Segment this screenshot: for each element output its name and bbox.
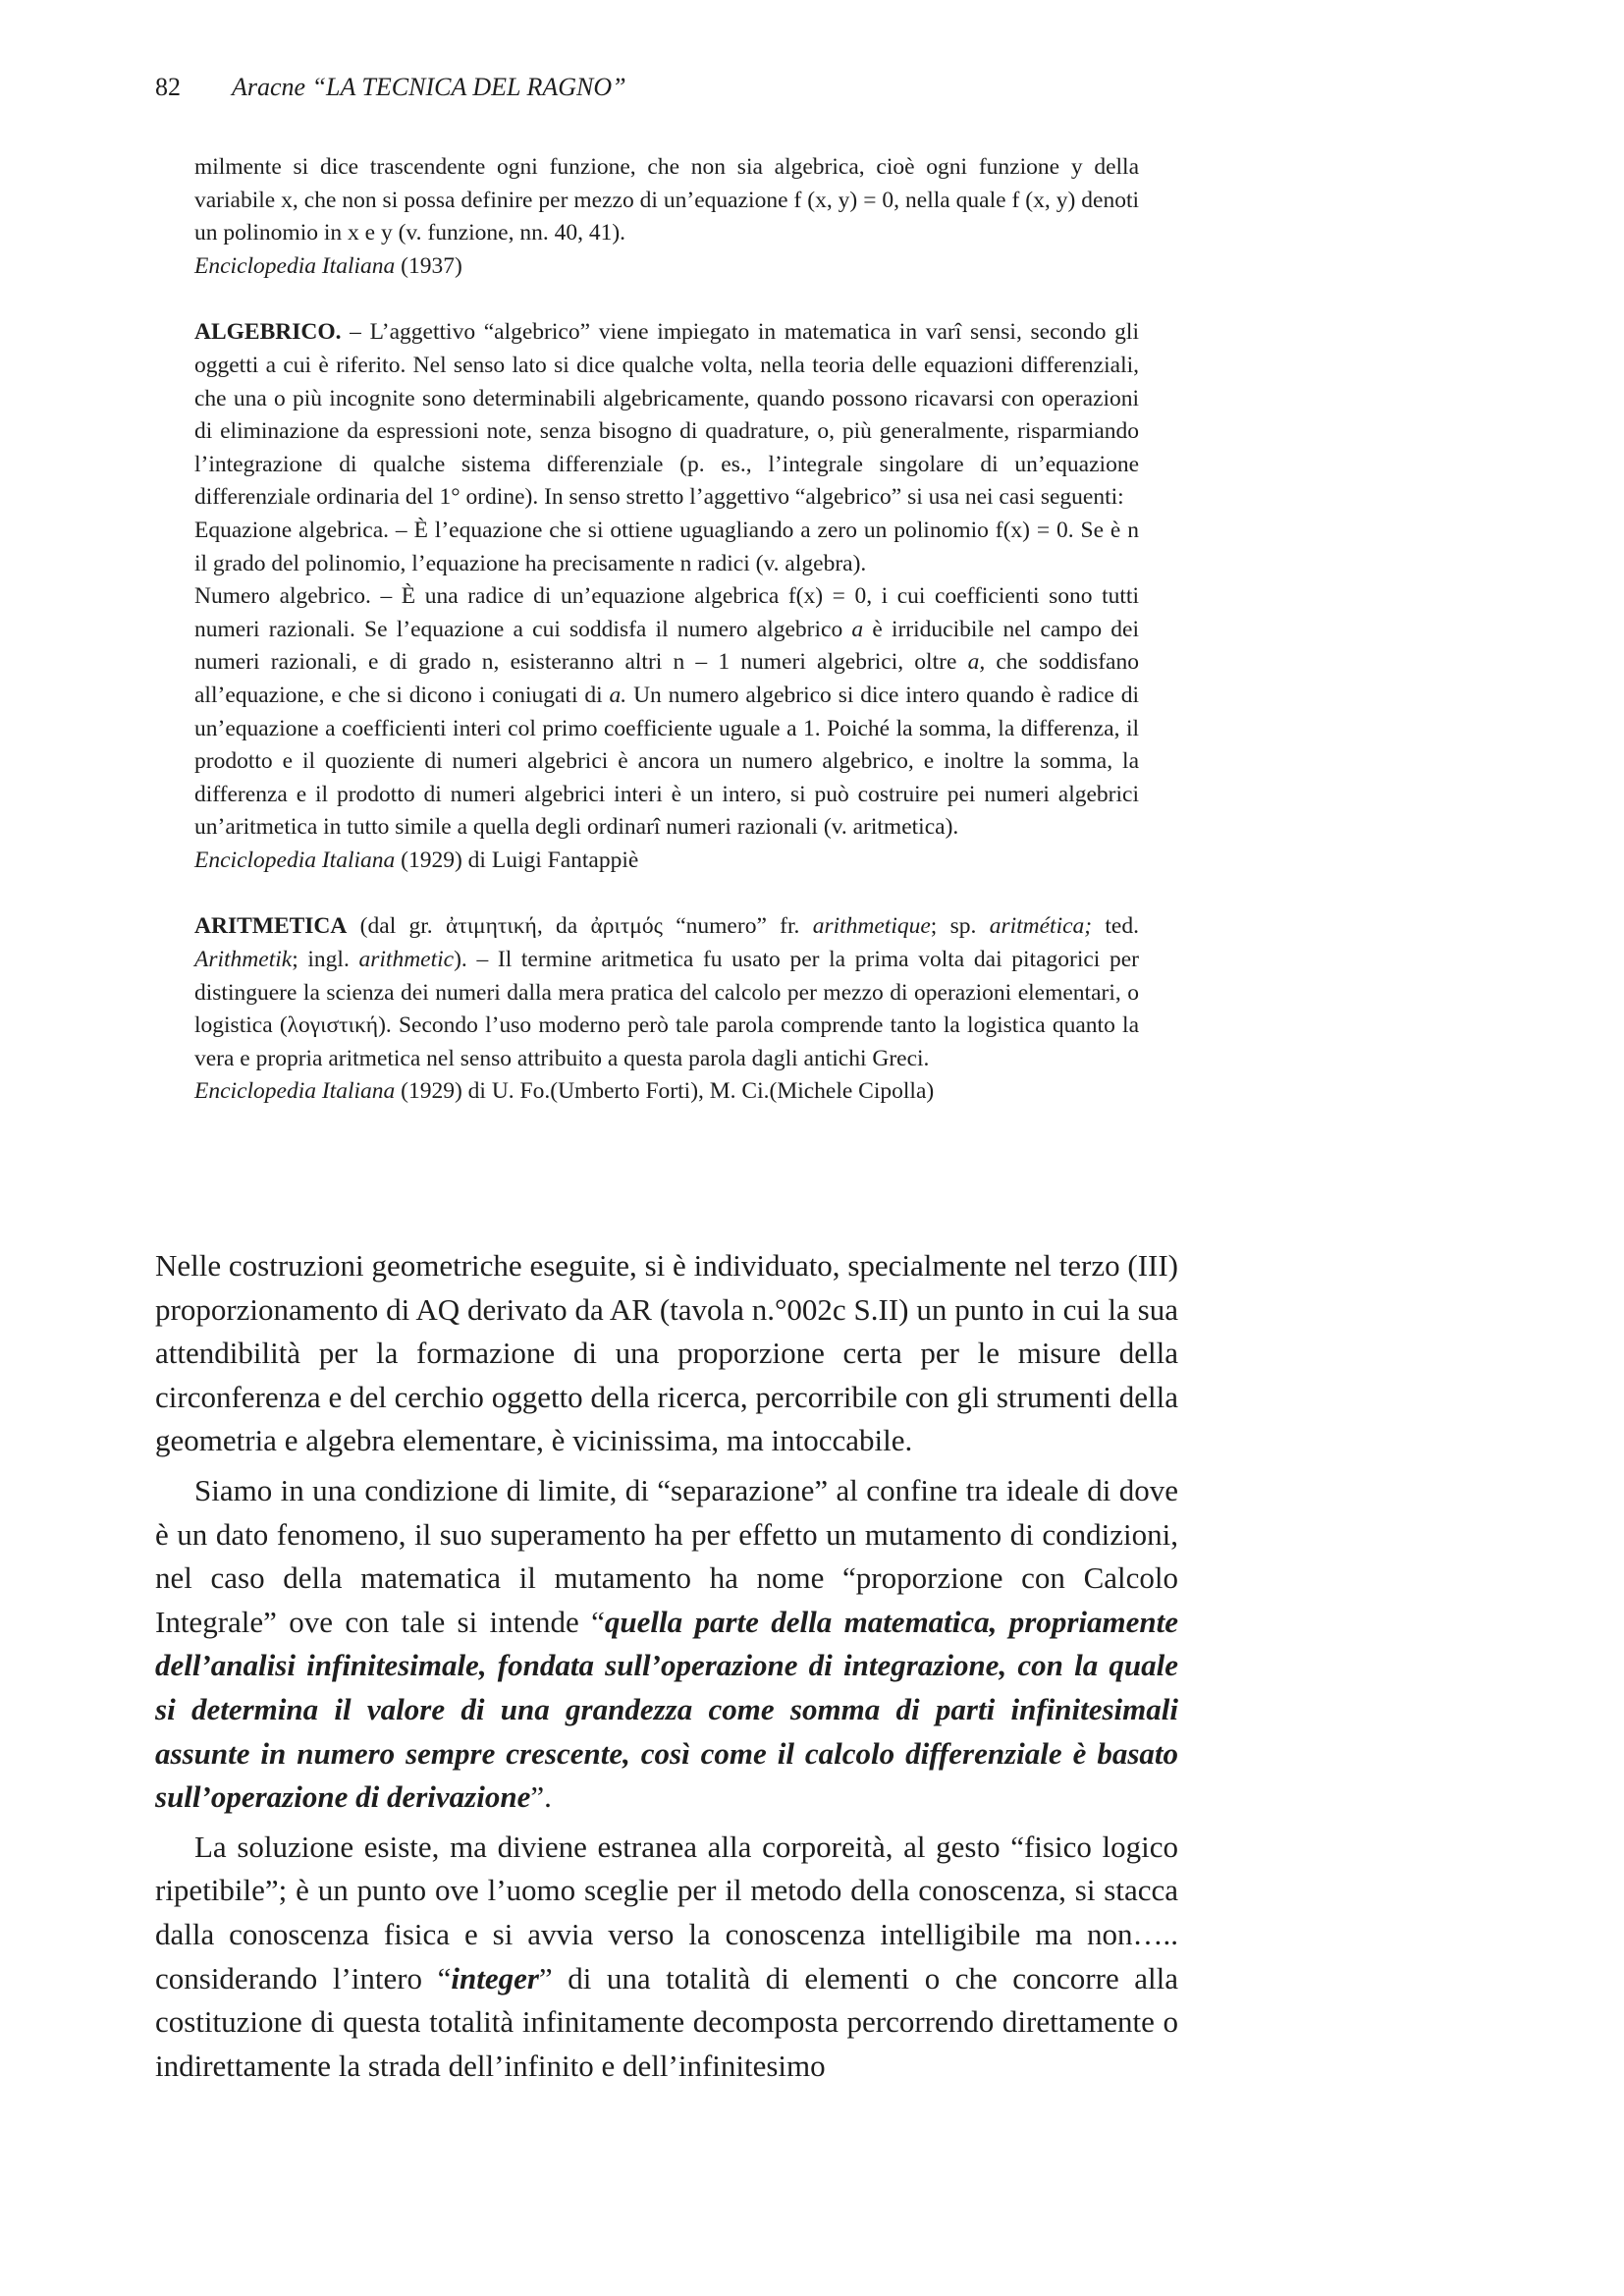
var-a: a. xyxy=(609,682,627,708)
running-title: Aracne “LA TECNICA DEL RAGNO” xyxy=(232,73,626,101)
algebrico-numero-text-3: che soddisfano all’equazione, e che si dicono i coniugati di xyxy=(194,649,1139,708)
body-paragraph-2-text: Siamo in una condizione di limite, di “separazione” al confine tra ideale di dove è un dato fenomeno, il suo superamento ha per effetto un mutamento di condizioni, nel caso della matematica il mutamento ha nome “proporzione con Calcolo Integrale” ove con tale si intende “ xyxy=(155,1472,1178,1639)
entry-aritmetica xyxy=(194,910,1139,1109)
body-paragraph-1: Nelle costruzioni geometriche eseguite, si è individuato, specialmente nel terzo (III) proporzionamento di AQ derivato da AR (tavola n.°002c S.II) un punto in cui la sua attendibilità per la formazione di una proporzione certa per le misure della circonferenza e del cerchio oggetto della ricerca, percorribile con gli strumenti della geometria e algebra elementare, è vicinissima, ma intoccabile. xyxy=(155,1248,1178,1458)
aritmetica-text-5: ). – Il termine aritmetica fu usato per la prima volta dai pitagorici per distinguere la scienza dei numeri dalla mera pratica del calcolo per mezzo di operazioni elementari, o logistica (λογιστική). Secondo l’uso moderno però tale parola comprende tanto la logistica quanto la vera e propria aritmetica nel senso attribuito a questa parola dagli antichi Greci. xyxy=(194,947,1139,1071)
algebrico-definition xyxy=(194,316,1139,515)
aritmetica-text-3: ted. xyxy=(1092,913,1139,940)
main-body-text xyxy=(155,1244,1178,2088)
entry-term-aritmetica: ARITMETICA xyxy=(194,913,348,940)
algebrico-source xyxy=(194,845,1139,878)
body-paragraph-3-text-2: ” di una totalità di elementi o che concorre alla costituzione di questa totalità infinitamente decomposta percorrendo direttamente o indirettamente la strada dell’infinito e dell’infinitesimo xyxy=(155,1960,1178,2083)
lang-ted-term: Arithmetik xyxy=(194,947,293,973)
body-paragraph-2-end: ”. xyxy=(530,1779,552,1815)
algebrico-numero-text-4: Un numero algebrico si dice intero quando è radice di un’equazione a coefficienti interi col primo coefficiente uguale a 1. Poiché la somma, la differenza, il prodotto e il quoziente di numeri algebrici è ancora un numero algebrico, e inoltre la somma, la differenza e il prodotto di numeri algebrici interi è un intero, si può costruire pei numeri algebrici un’aritmetica in tutto simile a quella degli ordinarî numeri razionali (v. aritmetica). xyxy=(194,682,1139,841)
var-a: a xyxy=(851,616,864,642)
lang-ingl-term: arithmetic xyxy=(358,947,455,973)
integer-term: integer xyxy=(451,1960,539,1995)
entry-term-algebrico: ALGEBRICO. xyxy=(194,319,342,346)
body-paragraph-2 xyxy=(155,1469,1178,1820)
algebrico-numero-text-2: è irriducibile nel campo dei numeri razionali, e di grado n, esisteranno altri n – 1 numeri algebrici, oltre xyxy=(194,616,1139,676)
quote-intro-text: milmente si dice trascendente ogni funzione, che non sia algebrica, cioè ogni funzione y della variabile x, che non si possa definire per mezzo di un’equazione f (x, y) = 0, nella quale f (x, y) denoti un polinomio in x e y (v. funzione, nn. 40, 41). xyxy=(194,154,1139,246)
quote-intro xyxy=(194,151,1139,283)
aritmetica-text-1: (dal gr. ἀτιμητική, da ἀριτμός “numero” fr. xyxy=(347,913,813,940)
lang-fr-term: arithmetique xyxy=(812,913,931,940)
page-number: 82 xyxy=(155,73,181,101)
body-paragraph-3-text-1: La soluzione esiste, ma diviene estranea alla corporeità, al gesto “fisico logico ripetibile”; è un punto ove l’uomo sceglie per il metodo della conoscenza, si stacca dalla conoscenza fisica e si avvia verso la conoscenza intelligibile ma non….. considerando l’intero “ xyxy=(155,1829,1178,1995)
quote-intro-source-year: (1937) xyxy=(395,252,462,279)
encyclopedia-quote-block xyxy=(194,151,1139,1109)
aritmetica-source xyxy=(194,1075,1139,1109)
calcolo-integrale-definition: quella parte della matematica, propriamente dell’analisi infinitesimale, fondata sull’operazione di integrazione, con la quale si determina il valore di una grandezza come somma di parti infinitesimali assunte in numero sempre crescente, così come il calcolo differenziale è basato sull’operazione di derivazione xyxy=(155,1604,1178,1815)
page-header xyxy=(155,71,626,104)
algebrico-numero xyxy=(194,580,1139,845)
aritmetica-source-rest: (1929) di U. Fo.(Umberto Forti), M. Ci.(Michele Cipolla) xyxy=(395,1078,935,1105)
algebrico-equazione: Equazione algebrica. – È l’equazione che si ottiene uguagliando a zero un polinomio f(x) = 0. Se è n il grado del polinomio, l’equazione ha precisamente n radici (v. algebra). xyxy=(194,517,1139,576)
algebrico-para1: – L’aggettivo “algebrico” viene impiegato in matematica in varî sensi, secondo gli oggetti a cui è riferito. Nel senso lato si dice qualche volta, nella teoria delle equazioni differenziali, che una o più incognite sono determinabili algebricamente, quando possono ricavarsi con operazioni di eliminazione da espressioni note, senza bisogno di quadrature, o, più generalmente, risparmiando l’integrazione di qualche sistema differenziale (p. es., l’integrale singolare di un’equazione differenziale ordinaria del 1° ordine). In senso stretto l’aggettivo “algebrico” si usa nei casi seguenti: xyxy=(194,319,1139,511)
algebrico-numero-text-1: Numero algebrico. – È una radice di un’equazione algebrica f(x) = 0, i cui coefficienti sono tutti numeri razionali. Se l’equazione a cui soddisfa il numero algebrico xyxy=(194,583,1139,642)
algebrico-source-title: Enciclopedia Italiana xyxy=(194,847,396,873)
algebrico-source-rest: (1929) di Luigi Fantappiè xyxy=(395,847,639,873)
quote-intro-source-title: Enciclopedia Italiana xyxy=(194,252,396,279)
aritmetica-definition xyxy=(194,910,1139,1075)
lang-sp-term: aritmética; xyxy=(989,913,1093,940)
body-paragraph-3 xyxy=(155,1826,1178,2089)
aritmetica-text-4: ; ingl. xyxy=(292,947,359,973)
var-a: a, xyxy=(967,649,986,676)
aritmetica-text-2: ; sp. xyxy=(930,913,990,940)
aritmetica-source-title: Enciclopedia Italiana xyxy=(194,1078,396,1105)
entry-algebrico xyxy=(194,316,1139,877)
